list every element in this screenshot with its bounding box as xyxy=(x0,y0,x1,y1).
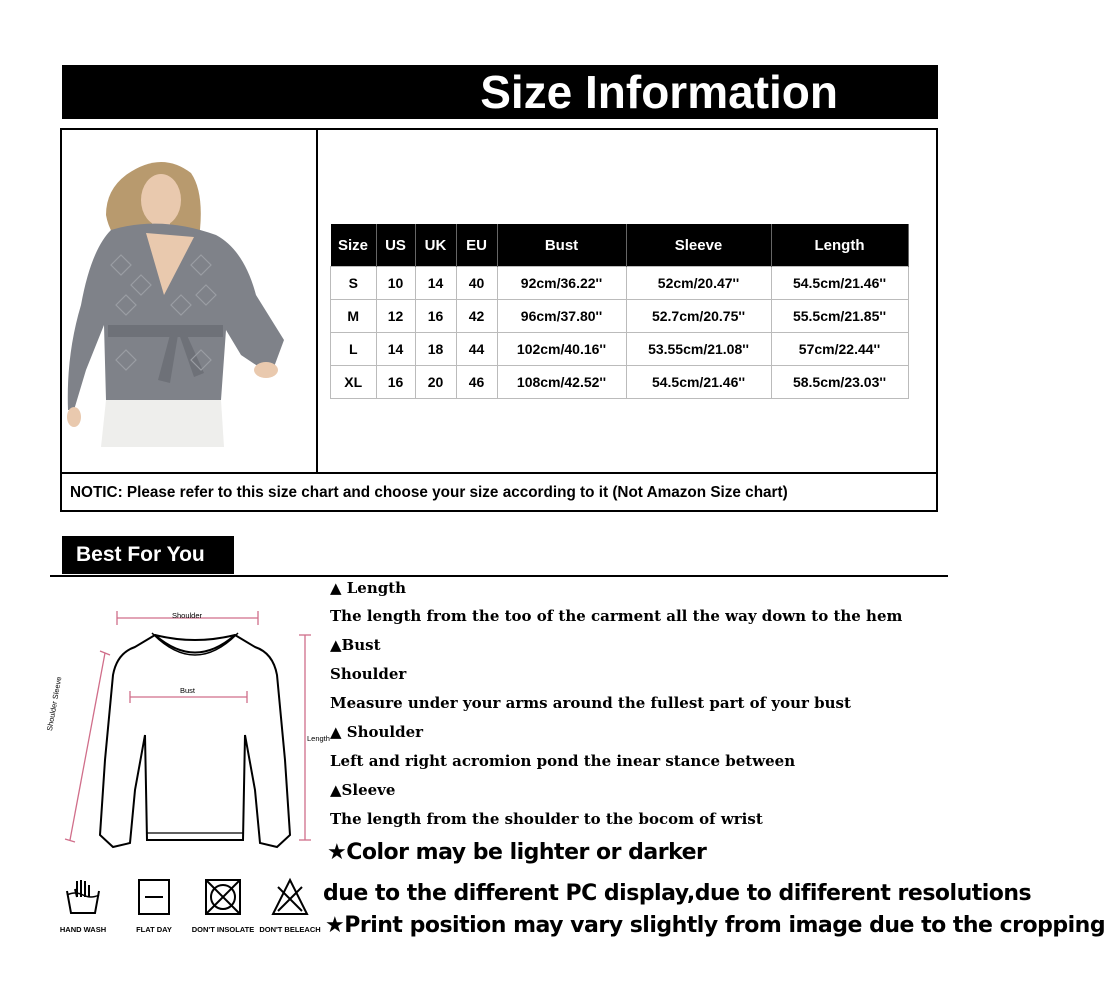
table-cell: 57cm/22.44'' xyxy=(771,333,908,366)
table-cell: 58.5cm/23.03'' xyxy=(771,366,908,399)
care-hand-wash xyxy=(48,877,118,934)
measurement-text: Left and right acromion pond the inear stance between xyxy=(330,752,796,770)
table-row xyxy=(331,267,909,300)
table-cell: 18 xyxy=(415,333,456,366)
size-notice: NOTIC: Please refer to this size chart and choose your size according to it (Not Amazon Size chart) xyxy=(70,484,788,501)
care-label: DON'T BELEACH xyxy=(259,925,321,934)
sweater-measurement-diagram xyxy=(55,595,335,860)
table-cell: 96cm/37.80'' xyxy=(497,300,626,333)
table-cell: 16 xyxy=(415,300,456,333)
table-cell: 108cm/42.52'' xyxy=(497,366,626,399)
care-label: HAND WASH xyxy=(59,925,107,934)
care-label: FLAT DAY xyxy=(136,925,172,934)
diagram-label-bust: Bust xyxy=(180,686,196,695)
table-cell: M xyxy=(331,300,377,333)
table-cell: 102cm/40.16'' xyxy=(497,333,626,366)
care-label: DON'T INSOLATE xyxy=(191,925,255,934)
sweater-outline xyxy=(100,635,290,847)
column-header: Bust xyxy=(497,224,626,267)
table-row xyxy=(331,333,909,366)
table-cell: 55.5cm/21.85'' xyxy=(771,300,908,333)
table-cell: 12 xyxy=(376,300,415,333)
table-cell: 44 xyxy=(456,333,497,366)
measurement-heading-shoulder: ▲ Shoulder xyxy=(330,723,424,741)
diagram-label-length: Length xyxy=(307,734,330,743)
table-cell: 53.55cm/21.08'' xyxy=(626,333,771,366)
table-cell: 40 xyxy=(456,267,497,300)
table-row xyxy=(331,300,909,333)
print-note: ★Print position may vary slightly from image due to the cropping xyxy=(325,913,1105,938)
column-header: Length xyxy=(771,224,908,267)
table-cell: 46 xyxy=(456,366,497,399)
column-header: EU xyxy=(456,224,497,267)
model-photo xyxy=(66,155,312,447)
table-cell: 16 xyxy=(376,366,415,399)
title-bar xyxy=(62,65,938,119)
care-flat-dry xyxy=(119,877,189,934)
table-cell: 52cm/20.47'' xyxy=(626,267,771,300)
no-bleach-icon xyxy=(270,877,310,917)
column-header: Size xyxy=(331,224,377,267)
table-header-row xyxy=(331,224,909,267)
column-header: US xyxy=(376,224,415,267)
column-header: UK xyxy=(415,224,456,267)
measurement-text: Shoulder xyxy=(330,665,407,683)
table-cell: 92cm/36.22'' xyxy=(497,267,626,300)
table-cell: 10 xyxy=(376,267,415,300)
table-cell: 42 xyxy=(456,300,497,333)
measurement-heading-bust: ▲Bust xyxy=(330,636,381,654)
section-divider xyxy=(50,575,948,577)
table-cell: XL xyxy=(331,366,377,399)
diagram-label-shoulder-sleeve: Shoulder Sleeve xyxy=(45,675,64,732)
table-cell: 52.7cm/20.75'' xyxy=(626,300,771,333)
measurement-heading-sleeve: ▲Sleeve xyxy=(330,781,396,799)
care-no-insolate xyxy=(188,877,258,934)
measurement-text: The length from the too of the carment all the way down to the hem xyxy=(330,607,903,625)
measurement-heading-length: ▲ Length xyxy=(330,579,407,597)
table-cell: 14 xyxy=(376,333,415,366)
table-cell: S xyxy=(331,267,377,300)
measurement-text: The length from the shoulder to the bocom of wrist xyxy=(330,810,763,828)
best-for-you-heading: Best For You xyxy=(62,536,234,574)
measurement-text: Measure under your arms around the fullest part of your bust xyxy=(330,694,851,712)
table-cell: 14 xyxy=(415,267,456,300)
table-cell: L xyxy=(331,333,377,366)
frame-divider xyxy=(316,128,318,474)
table-cell: 54.5cm/21.46'' xyxy=(626,366,771,399)
diagram-label-shoulder: Shoulder xyxy=(172,611,203,620)
table-cell: 54.5cm/21.46'' xyxy=(771,267,908,300)
size-table xyxy=(330,224,909,399)
care-no-bleach xyxy=(255,877,325,934)
column-header: Sleeve xyxy=(626,224,771,267)
table-row xyxy=(331,366,909,399)
display-note: due to the different PC display,due to dififerent resolutions xyxy=(323,881,1032,906)
flat-dry-icon xyxy=(134,877,174,917)
no-tumble-dry-icon xyxy=(203,877,243,917)
color-note: ★Color may be lighter or darker xyxy=(327,840,707,865)
hand-wash-icon xyxy=(63,877,103,917)
table-cell: 20 xyxy=(415,366,456,399)
page-title: Size Information xyxy=(480,66,838,118)
